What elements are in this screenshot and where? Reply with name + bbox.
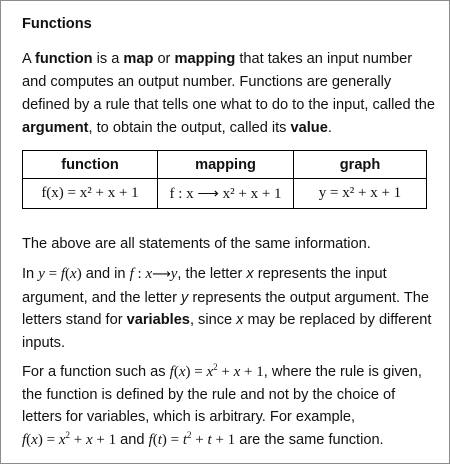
function-notation-table — [22, 150, 427, 209]
text: may be replaced by different inputs. — [22, 312, 432, 351]
math-fx-rule: $f(x) = x^2 + x + 1$ — [169, 362, 264, 380]
text: and — [116, 431, 149, 448]
term-map: map — [123, 51, 154, 67]
notation-paragraph — [22, 263, 437, 354]
math-ft-rule: $f(t) = t^2 + t + 1$ — [148, 429, 236, 448]
header-function: function — [23, 151, 158, 179]
cell-function-notation: f(x) = x² + x + 1 — [23, 179, 158, 209]
text: , the letter — [177, 266, 247, 282]
text: . — [327, 120, 332, 136]
text: , since — [189, 312, 237, 328]
text: represents the output argument. The letters stand for — [22, 289, 429, 328]
statement-paragraph: The above are all statements of the same information. — [22, 236, 371, 252]
text: , to obtain the output, called its — [88, 120, 291, 136]
term-value: value — [290, 120, 328, 136]
text: or — [153, 51, 175, 67]
math-y-equals-fx: y = f(x) — [38, 266, 82, 282]
text: , where the rule is given, the function is defined by the rule and not by the choice of letters for variables, which is arbitrary. For example, — [22, 364, 422, 425]
header-graph: graph — [294, 151, 427, 179]
table-header-row — [23, 151, 427, 179]
term-mapping: mapping — [174, 51, 236, 67]
var-x: x — [236, 312, 244, 328]
term-variables: variables — [126, 312, 190, 328]
text: A — [22, 51, 35, 67]
var-y: y — [181, 289, 189, 306]
intro-paragraph — [22, 48, 437, 140]
text: is a — [92, 51, 124, 67]
term-argument: argument — [22, 120, 89, 136]
text: and in — [81, 266, 130, 282]
text: In — [22, 266, 39, 282]
term-function: function — [34, 51, 93, 67]
header-mapping: mapping — [158, 151, 294, 179]
cell-graph-notation: y = x² + x + 1 — [294, 179, 427, 209]
math-fx-rule: $f(x) = x^2 + x + 1$ — [22, 429, 117, 448]
example-paragraph — [22, 361, 437, 451]
table-row — [23, 179, 427, 209]
text: represents the input argument, and the letter — [22, 266, 387, 306]
var-x: x — [246, 266, 254, 282]
text: are the same function. — [235, 431, 384, 448]
text: For a function such as — [22, 364, 170, 380]
section-heading: Functions — [22, 16, 92, 32]
math-f-maps-x-to-y: f : x⟶y — [129, 266, 178, 282]
text: that takes an input number and computes an output number. Functions are generally defined by a rule that tells one what to do to the input, called the — [22, 51, 435, 113]
cell-mapping-notation: f : x ⟶ x² + x + 1 — [158, 179, 294, 209]
